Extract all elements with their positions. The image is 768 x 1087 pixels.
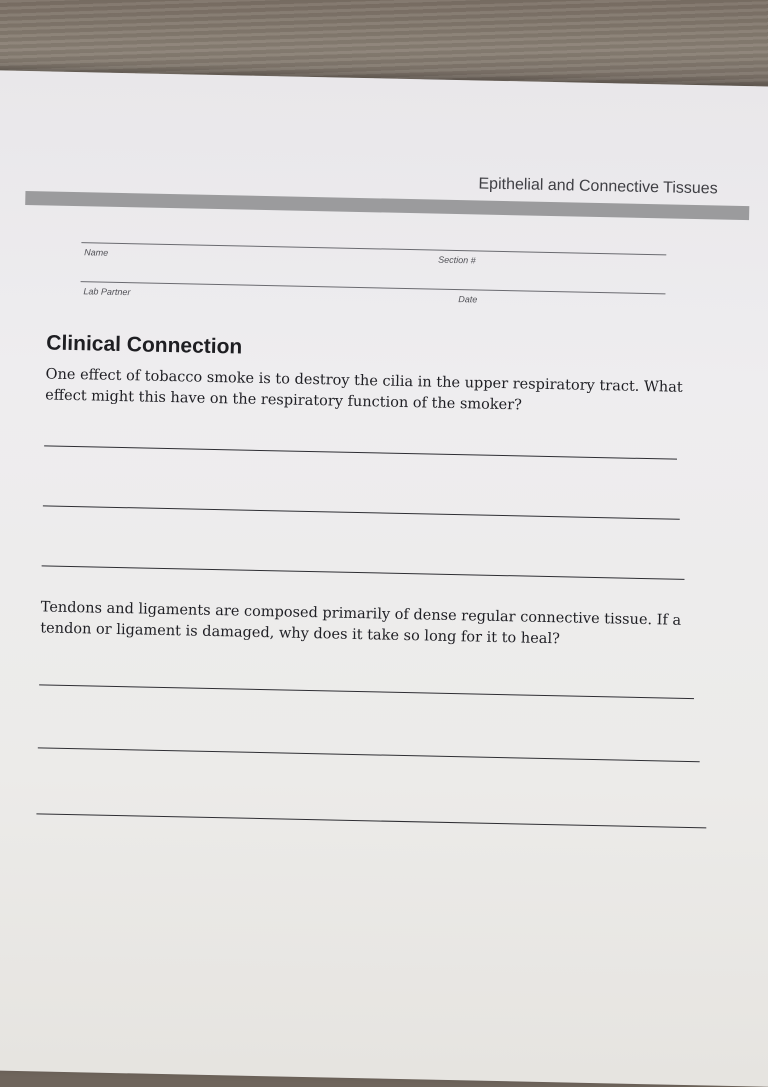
answer-line[interactable] [36,813,706,828]
answer-line[interactable] [38,747,700,762]
lab-partner-date-line[interactable] [81,281,666,294]
answer-line[interactable] [43,505,680,519]
section-title: Clinical Connection [46,331,243,359]
answer-line[interactable] [42,565,685,579]
question-2: Tendons and ligaments are composed primarily of dense regular connective tissue. If a tendon or ligament is damaged, why does it take so long for it to heal? [40,599,682,648]
question-1: One effect of tobacco smoke is to destroy the cilia in the upper respiratory tract. What effect might this have on the respiratory function of the smoker? [45,366,683,414]
worksheet-page [0,70,768,1087]
lab-partner-label: Lab Partner [83,286,131,298]
answer-line[interactable] [39,684,694,699]
section-label: Section # [438,254,476,266]
chapter-title: Epithelial and Connective Tissues [478,175,718,198]
date-label: Date [458,294,478,305]
answer-line[interactable] [44,445,677,459]
name-section-line[interactable] [81,242,666,255]
name-label: Name [84,247,109,258]
